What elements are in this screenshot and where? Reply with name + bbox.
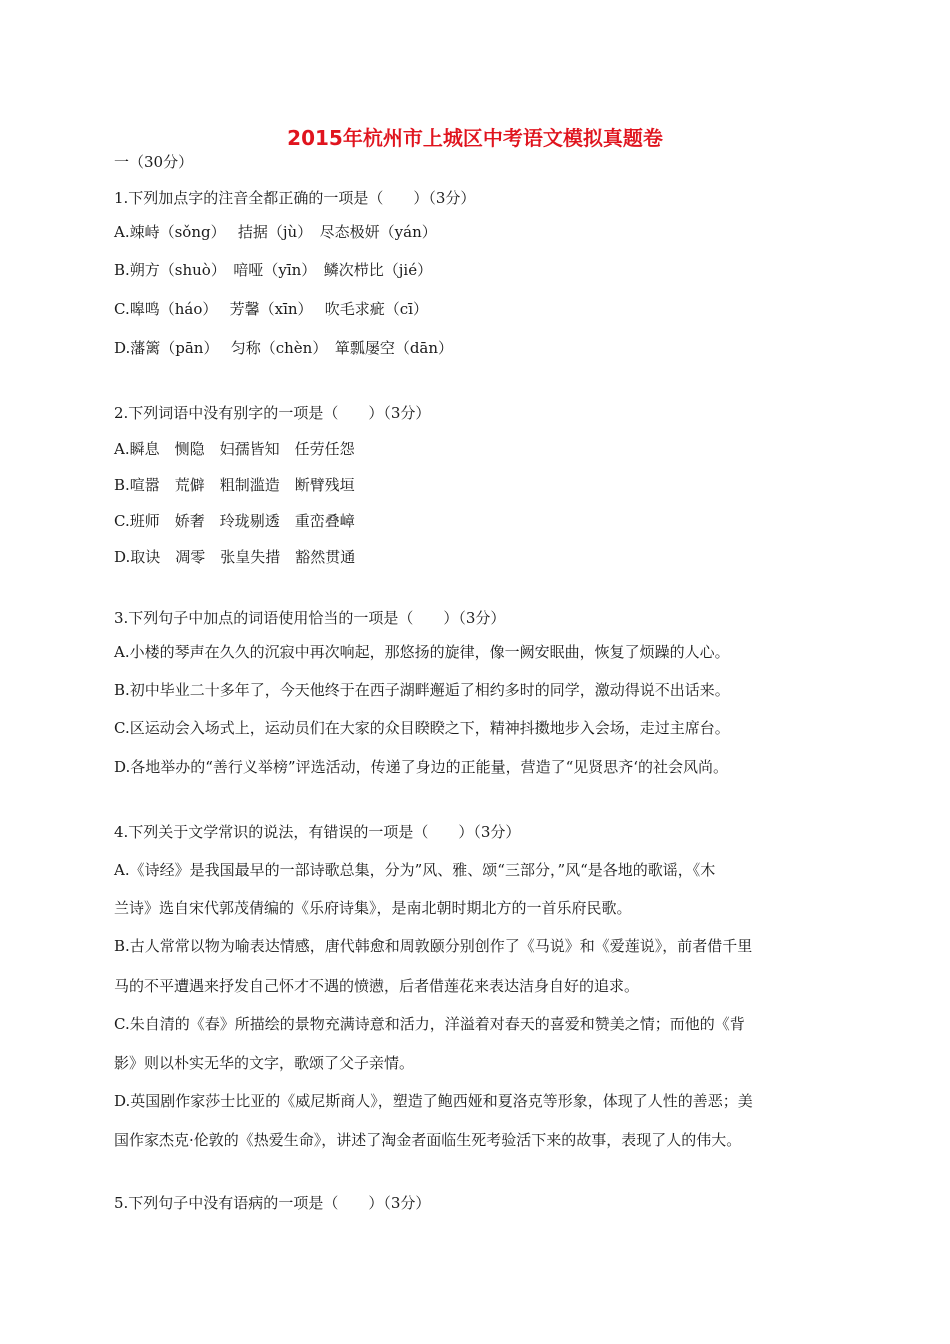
question-4-option-a-line-2: 兰诗》选自宋代郭茂倩编的《乐府诗集》，是南北朝时期北方的一首乐府民歌。	[114, 899, 632, 917]
question-3-option-b: B.初中毕业二十多年了，今天他终于在西子湖畔邂逅了相约多时的同学，激动得说不出话来。	[114, 681, 730, 699]
question-5-stem: 5.下列句子中没有语病的一项是（ ）（3分）	[114, 1194, 431, 1212]
question-2-option-d: D.取诀 凋零 张皇失措 豁然贯通	[114, 548, 356, 566]
question-4-option-b-line-1: B.古人常常以物为喻表达情感，唐代韩愈和周敦颐分别创作了《马说》和《爱莲说》，前者借千里	[114, 937, 753, 955]
question-3-option-c: C.区运动会入场式上，运动员们在大家的众目睽睽之下，精神抖擞地步入会场，走过主席台。	[114, 719, 730, 737]
question-2-option-b: B.喧嚣 荒僻 粗制滥造 断臂残垣	[114, 476, 355, 494]
question-1-option-d: D.藩篱（pān） 匀称（chèn） 箪瓢屡空（dān）	[114, 339, 454, 357]
question-3-option-d: D.各地举办的“善行义举榜”评选活动，传递了身边的正能量，营造了“见贤思齐‘的社会风尚。	[114, 758, 729, 776]
question-1-option-b: B.朔方（shuò） 喑哑（yīn） 鳞次栉比（jié）	[114, 261, 433, 279]
question-4-option-c-line-1: C.朱自清的《春》所描绘的景物充满诗意和活力，洋溢着对春天的喜爱和赞美之情；而他的《背	[114, 1015, 745, 1033]
question-3-stem: 3.下列句子中加点的词语使用恰当的一项是（ ）（3分）	[114, 609, 506, 627]
page-title: 2015年杭州市上城区中考语文模拟真题卷	[287, 126, 663, 150]
question-2-stem: 2.下列词语中没有别字的一项是（ ）（3分）	[114, 404, 431, 422]
question-2-option-c: C.班师 娇奢 玲珑剔透 重峦叠嶂	[114, 512, 355, 530]
question-4-option-d-line-2: 国作家杰克·伦敦的《热爱生命》，讲述了淘金者面临生死考验活下来的故事，表现了人的伟大。	[114, 1131, 742, 1149]
question-4-option-c-line-2: 影》则以朴实无华的文字，歌颂了父子亲情。	[114, 1054, 415, 1072]
question-1-option-c: C.嗥鸣（háo） 芳馨（xīn） 吹毛求疵（cī）	[114, 300, 428, 318]
question-3-option-a: A.小楼的琴声在久久的沉寂中再次响起，那悠扬的旋律，像一阙安眠曲，恢复了烦躁的人心。	[114, 643, 730, 661]
question-1-option-a: A.竦峙（sǒng） 拮据（jù） 尽态极妍（yán）	[114, 223, 437, 241]
question-1-stem: 1.下列加点字的注音全都正确的一项是（ ）（3分）	[114, 189, 476, 207]
question-4-option-d-line-1: D.英国剧作家莎士比亚的《威尼斯商人》，塑造了鲍西娅和夏洛克等形象，体现了人性的善恶；美	[114, 1092, 753, 1110]
section-heading: 一（30分）	[114, 153, 194, 171]
question-2-option-a: A.瞬息 恻隐 妇孺皆知 任劳任怨	[114, 440, 355, 458]
question-4-option-a-line-1: A.《诗经》是我国最早的一部诗歌总集，分为”风、雅、颂“三部分，”风“是各地的歌谣，《木	[114, 861, 716, 879]
question-4-option-b-line-2: 马的不平遭遇来抒发自己怀才不遇的愤懑，后者借莲花来表达洁身自好的追求。	[114, 977, 640, 995]
question-4-stem: 4.下列关于文学常识的说法，有错误的一项是（ ）（3分）	[114, 823, 521, 841]
